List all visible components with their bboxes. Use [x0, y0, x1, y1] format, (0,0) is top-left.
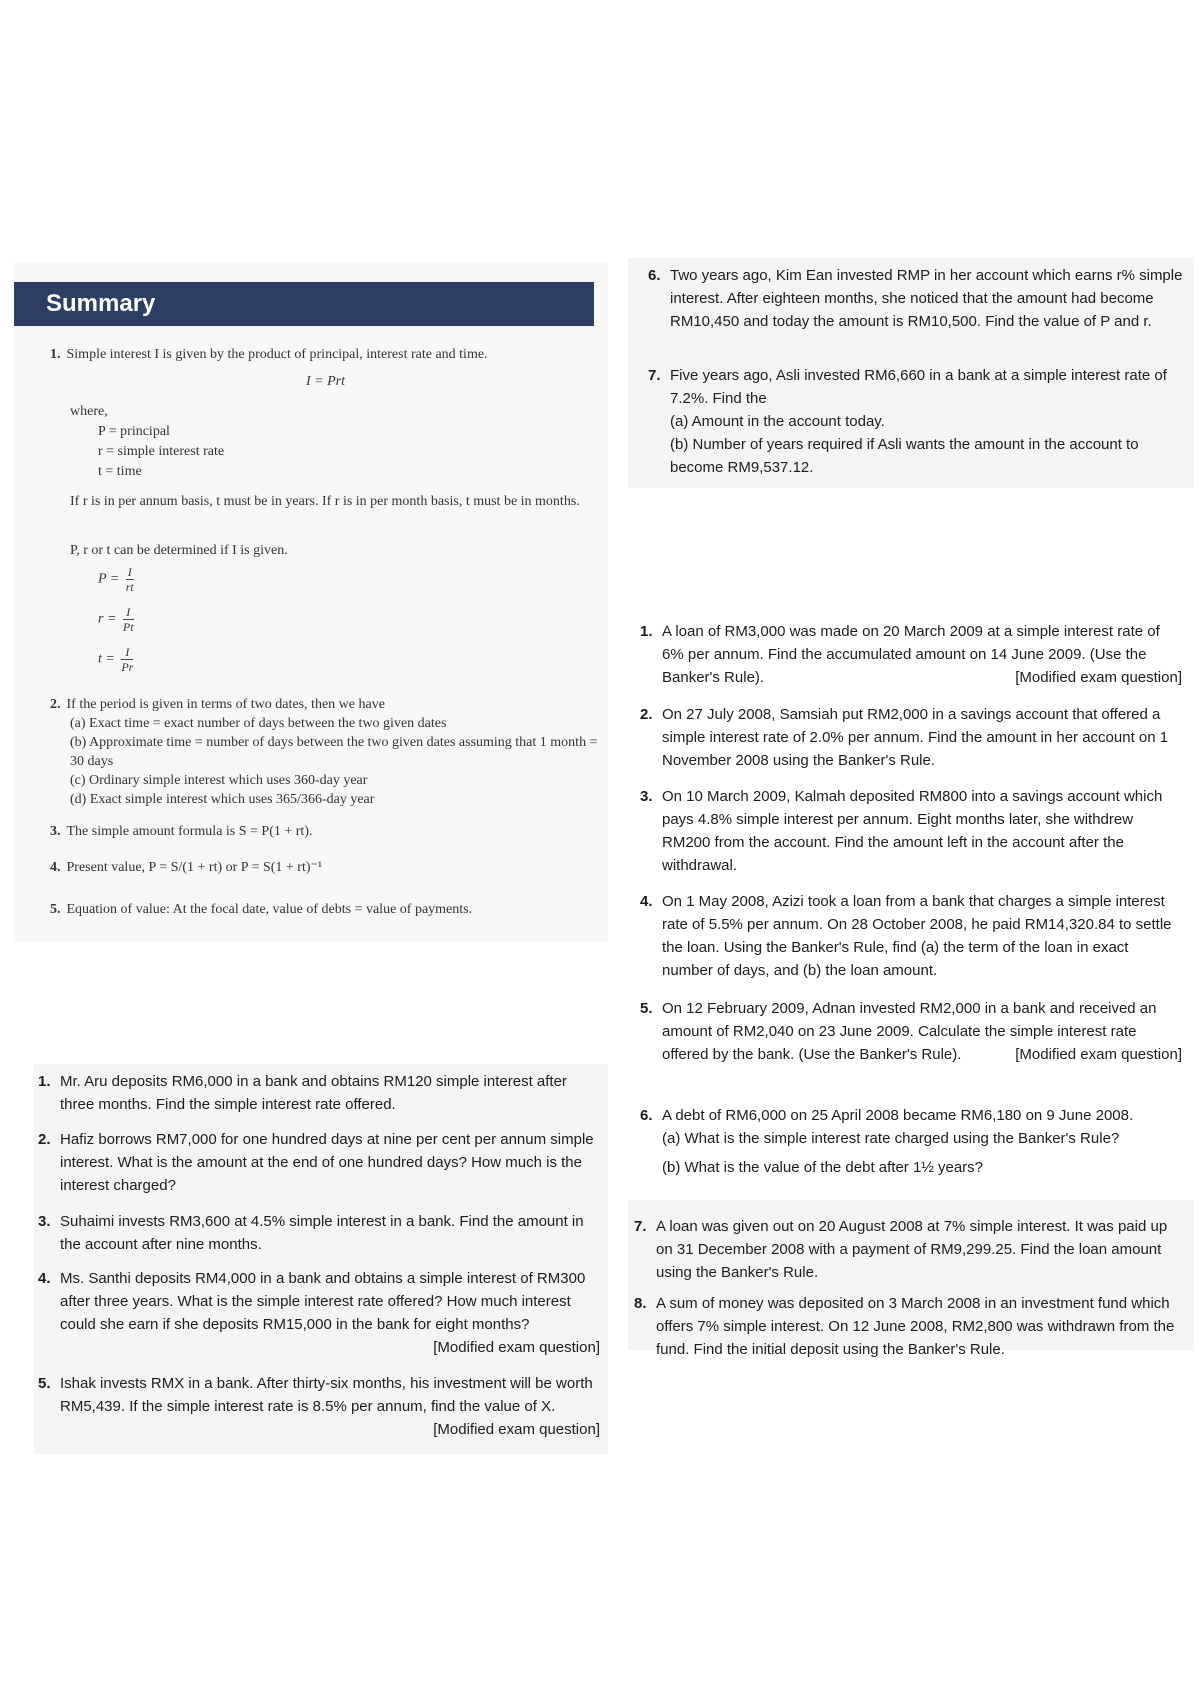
formula-t: t = $\frac{I}{Pr}$: [98, 645, 134, 674]
summary-point-2: 2. If the period is given in terms of two dates, then we have: [50, 697, 385, 712]
where-label: where,: [70, 404, 108, 419]
question-right-6a: (a) What is the simple interest rate charged using the Banker's Rule?: [662, 1130, 1120, 1147]
question-right-top-7b: (b) Number of years required if Asli wants the amount in the account to become RM9,537.12.: [670, 436, 1139, 476]
basis-note: If r is in per annum basis, t must be in years. If r is in per month basis, t must be in months.: [70, 494, 580, 509]
definition-principal: P = principal: [98, 424, 170, 439]
question-left-5: 5. Ishak invests RMX in a bank. After thirty-six months, his investment will be worth RM5,439. If the simple interest rate is 8.5% per annum, find the value of X. [Modified exam question]: [38, 1375, 600, 1438]
summary-point-5: 5. Equation of value: At the focal date, value of debts = value of payments.: [50, 902, 473, 917]
formula-P: P = $\frac{I}{rt}$: [98, 565, 134, 594]
question-right-2: 2. On 27 July 2008, Samsiah put RM2,000 in a savings account that offered a simple interest rate of 2.0% per annum. Find the amount in her account on 1 November 2008 using the Banker's Rule.: [640, 706, 1169, 769]
formula-r: r = $\frac{I}{Pt}$: [98, 605, 134, 634]
summary-point-1: 1. Simple interest I is given by the product of principal, interest rate and time.: [50, 347, 488, 362]
period-item-c: (c) Ordinary simple interest which uses 360-day year: [70, 773, 368, 788]
summary-point-3: 3. The simple amount formula is S = P(1 + rt).: [50, 824, 313, 839]
question-right-7: 7. A loan was given out on 20 August 2008 at 7% simple interest. It was paid up on 31 December 2008 with a payment of RM9,299.25. Find the loan amount using the Banker's Rule.: [634, 1218, 1168, 1281]
question-left-2: 2. Hafiz borrows RM7,000 for one hundred days at nine per cent per annum simple interest. What is the amount at the end of one hundred days? How much is the interest charged?: [38, 1131, 594, 1194]
question-left-4: 4. Ms. Santhi deposits RM4,000 in a bank and obtains a simple interest of RM300 after three years. What is the simple interest rate offered? How much interest could she earn if she deposits RM15,000 in the bank for eight months? [Modified exam question]: [38, 1270, 600, 1356]
question-right-6b: (b) What is the value of the debt after 1½ years?: [662, 1159, 984, 1176]
question-right-1: 1. A loan of RM3,000 was made on 20 March 2009 at a simple interest rate of 6% per annum. Find the accumulated amount on 14 June 2009. (Use the Banker's Rule). [Modified exam question]: [640, 623, 1182, 686]
definition-rate: r = simple interest rate: [98, 444, 225, 459]
determine-note: P, r or t can be determined if I is given.: [70, 543, 288, 558]
question-left-3: 3. Suhaimi invests RM3,600 at 4.5% simple interest in a bank. Find the amount in the account after nine months.: [38, 1213, 584, 1253]
question-right-top-7a: (a) Amount in the account today.: [670, 413, 885, 430]
formula-main: I = Prt: [306, 374, 345, 389]
summary-title: Summary: [14, 282, 594, 326]
question-right-3: 3. On 10 March 2009, Kalmah deposited RM800 into a savings account which pays 4.8% simple interest per annum. Eight months later, she withdrew RM200 from the account. Find the amount left in the account after the withdrawal.: [640, 788, 1163, 874]
question-right-top-7: 7. Five years ago, Asli invested RM6,660 in a bank at a simple interest rate of 7.2%. Find the: [648, 367, 1167, 407]
period-item-d: (d) Exact simple interest which uses 365/366-day year: [70, 792, 375, 807]
period-item-a: (a) Exact time = exact number of days between the two given dates: [70, 716, 447, 731]
question-right-6: 6. A debt of RM6,000 on 25 April 2008 became RM6,180 on 9 June 2008.: [640, 1107, 1134, 1124]
summary-point-4: 4. Present value, P = S/(1 + rt) or P = S(1 + rt)⁻¹: [50, 860, 323, 875]
period-item-b: (b) Approximate time = number of days between the two given dates assuming that 1 month = 30 days: [70, 735, 598, 769]
question-right-5: 5. On 12 February 2009, Adnan invested RM2,000 in a bank and received an amount of RM2,040 on 23 June 2009. Calculate the simple interest rate offered by the bank. (Use the Banker's Rule). [Modified exam question]: [640, 1000, 1182, 1063]
definition-time: t = time: [98, 464, 142, 479]
question-right-4: 4. On 1 May 2008, Azizi took a loan from a bank that charges a simple interest rate of 5.5% per annum. On 28 October 2008, he paid RM14,320.84 to settle the loan. Using the Banker's Rule, find (a) the term of the loan in exact number of days, and (b) the loan amount.: [640, 893, 1172, 979]
question-right-8: 8. A sum of money was deposited on 3 March 2008 in an investment fund which offers 7% simple interest. On 12 June 2008, RM2,800 was withdrawn from the fund. Find the initial deposit using the Banker's Rule.: [634, 1295, 1175, 1358]
question-right-top-6: 6. Two years ago, Kim Ean invested RMP in her account which earns r% simple interest. After eighteen months, she noticed that the amount had become RM10,450 and today the amount is RM10,500. Find the value of P and r.: [648, 267, 1183, 330]
question-left-1: 1. Mr. Aru deposits RM6,000 in a bank and obtains RM120 simple interest after three months. Find the simple interest rate offered.: [38, 1073, 567, 1113]
